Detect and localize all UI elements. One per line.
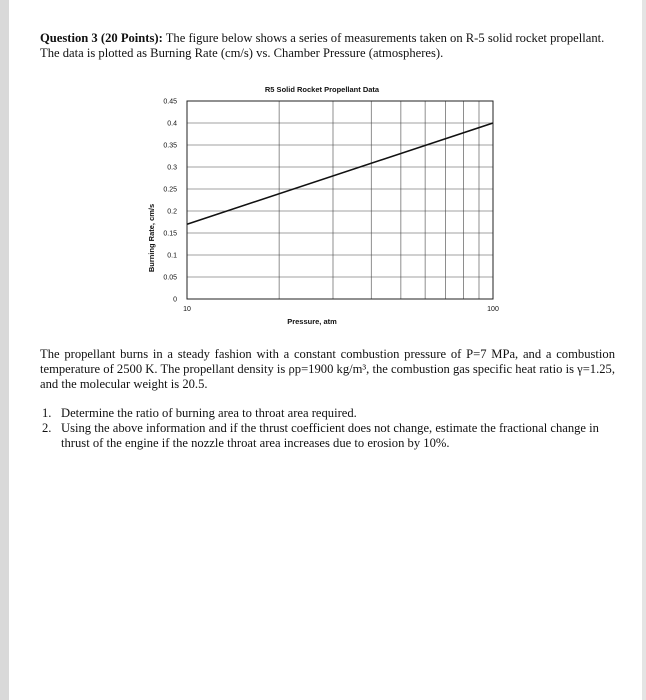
task-text: Using the above information and if the thrust coefficient does not change, estimate the fractional change in thrust of the engine if the nozzle throat area increases due to erosion by 10%. [61, 421, 599, 450]
task-text: Determine the ratio of burning area to throat area required. [61, 406, 357, 420]
y-axis-label: Burning Rate, cm/s [147, 203, 156, 273]
chart-svg [140, 80, 520, 335]
task-item-1 [40, 406, 615, 421]
y-tick-label: 0.1 [167, 252, 177, 260]
grid-lines [187, 101, 493, 299]
right-border [642, 0, 646, 700]
y-tick-label: 0.2 [167, 208, 177, 216]
series-line [187, 123, 493, 224]
task-number: 1. [42, 406, 52, 420]
y-tick-label: 0.25 [163, 186, 177, 194]
question-intro: The figure below shows a series of measurements taken on R-5 solid rocket propellant. The data is plotted as Burning Rate (cm/s) vs. Chamber Pressure (atmospheres). [40, 31, 605, 60]
series-lines [187, 123, 493, 224]
burning-rate-chart [140, 80, 520, 335]
plot-area-border [187, 101, 493, 299]
y-tick-label: 0.45 [163, 98, 177, 106]
task-list [40, 406, 615, 451]
y-tick-labels [163, 99, 177, 304]
y-tick-label: 0.15 [163, 230, 177, 238]
problem-paragraph: The propellant burns in a steady fashion with a constant combustion pressure of P=7 MPa, and a combustion temperature of 2500 K. The propellant density is ρp=1900 kg/m³, the combustion gas specific heat ratio is γ=1.25, and the molecular weight is 20.5. [40, 347, 615, 392]
y-tick-label: 0.35 [163, 142, 177, 150]
x-tick-label: 100 [487, 306, 499, 313]
left-border [0, 0, 9, 700]
y-tick-label: 0 [173, 296, 177, 304]
x-tick-label: 10 [183, 306, 191, 313]
x-tick-labels [183, 306, 499, 313]
y-tick-label: 0.4 [167, 120, 177, 128]
question-header [40, 31, 620, 61]
task-item-2 [40, 421, 615, 451]
x-axis-label: Pressure, atm [287, 317, 337, 326]
y-tick-label: 0.3 [167, 164, 177, 172]
question-label: Question 3 (20 Points): [40, 31, 163, 45]
y-tick-label: 0.05 [163, 274, 177, 282]
task-number: 2. [42, 421, 52, 435]
chart-title: R5 Solid Rocket Propellant Data [264, 85, 380, 94]
